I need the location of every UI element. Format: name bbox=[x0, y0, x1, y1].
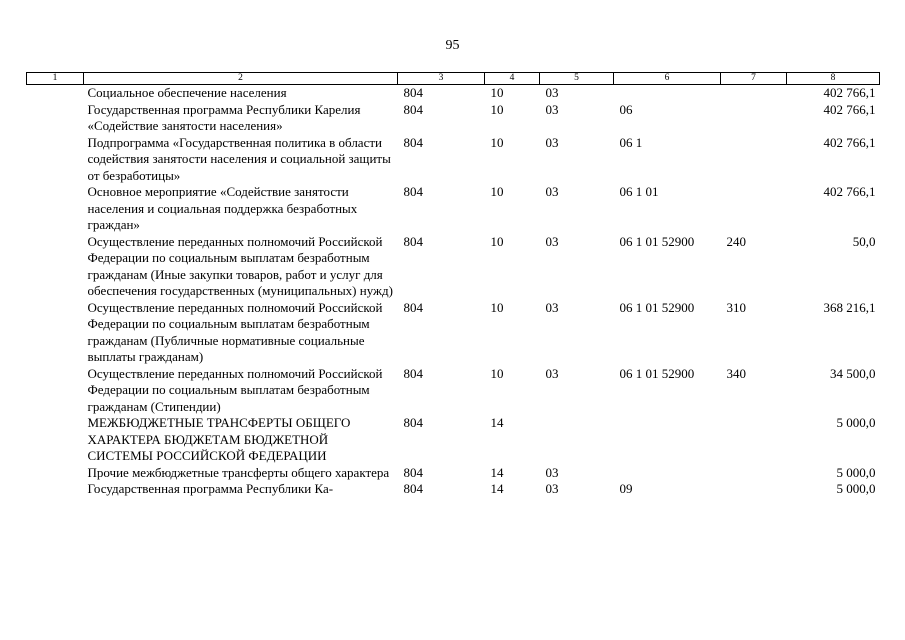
subsection-code-cell: 03 bbox=[545, 464, 559, 480]
department-code-cell: 804 bbox=[403, 481, 423, 496]
target-article-cell: 09 bbox=[619, 481, 633, 496]
amount-cell: 50,0 bbox=[852, 233, 876, 249]
row-number-cell bbox=[27, 415, 84, 465]
department-code-cell: 804 bbox=[403, 134, 423, 150]
subsection-code-cell: 03 bbox=[545, 233, 559, 249]
subsection-code-cell: 03 bbox=[545, 101, 559, 117]
expense-type-cell bbox=[721, 102, 787, 135]
expense-type-cell bbox=[721, 465, 787, 482]
row-number-cell bbox=[27, 135, 84, 185]
item-name-cell: Государственная программа Республики Карелия «Содействие занятости населения» bbox=[87, 101, 361, 133]
expense-type-cell bbox=[721, 85, 787, 102]
item-name-cell: Осуществление переданных полномочий Российской Федерации по социальным выплатам безработным гражданам (Публичные нормативные социальные выплаты гражданам) bbox=[87, 299, 383, 364]
subsection-code-cell bbox=[540, 415, 614, 465]
amount-cell: 5 000,0 bbox=[836, 481, 876, 496]
subsection-code-cell: 03 bbox=[545, 134, 559, 150]
section-code-cell: 10 bbox=[490, 365, 504, 381]
table-row bbox=[27, 415, 880, 465]
row-number-cell bbox=[27, 300, 84, 366]
table-row bbox=[27, 85, 880, 102]
section-code-cell: 10 bbox=[490, 134, 504, 150]
amount-cell: 368 216,1 bbox=[823, 299, 876, 315]
target-article-cell: 06 1 01 52900 bbox=[619, 299, 695, 315]
page-number: 95 bbox=[445, 38, 460, 53]
item-name-cell: Государственная программа Республики Ка- bbox=[87, 481, 334, 496]
header-col-4: 4 bbox=[485, 73, 540, 85]
section-code-cell: 10 bbox=[490, 85, 504, 100]
row-number-cell bbox=[27, 85, 84, 102]
budget-table bbox=[26, 72, 880, 498]
row-number-cell bbox=[27, 234, 84, 300]
item-name-cell: Подпрограмма «Государственная политика в области содействия занятости населения и социальной защиты от безработицы» bbox=[87, 134, 391, 183]
target-article-cell: 06 1 01 52900 bbox=[619, 233, 695, 249]
amount-cell: 402 766,1 bbox=[823, 85, 876, 100]
expense-type-cell bbox=[721, 184, 787, 234]
department-code-cell: 804 bbox=[403, 101, 423, 117]
section-code-cell: 10 bbox=[490, 101, 504, 117]
row-number-cell bbox=[27, 102, 84, 135]
target-article-cell bbox=[614, 415, 721, 465]
section-code-cell: 10 bbox=[490, 184, 504, 199]
row-number-cell bbox=[27, 465, 84, 482]
amount-cell: 402 766,1 bbox=[823, 101, 876, 117]
table-row bbox=[27, 102, 880, 135]
expense-type-cell bbox=[721, 415, 787, 465]
amount-cell: 402 766,1 bbox=[823, 184, 876, 199]
item-name-cell: Социальное обеспечение населения bbox=[87, 85, 287, 100]
expense-type-cell bbox=[721, 135, 787, 185]
header-col-2: 2 bbox=[84, 73, 398, 85]
header-col-6: 6 bbox=[614, 73, 721, 85]
section-code-cell: 10 bbox=[490, 233, 504, 249]
department-code-cell: 804 bbox=[403, 299, 423, 315]
subsection-code-cell: 03 bbox=[545, 85, 559, 100]
header-col-8: 8 bbox=[787, 73, 880, 85]
amount-cell: 5 000,0 bbox=[836, 464, 876, 480]
item-name-cell: МЕЖБЮДЖЕТНЫЕ ТРАНСФЕРТЫ ОБЩЕГО ХАРАКТЕРА БЮДЖЕТАМ БЮДЖЕТНОЙ СИСТЕМЫ РОССИЙСКОЙ ФЕДЕРАЦИИ bbox=[87, 415, 351, 463]
section-code-cell: 14 bbox=[490, 415, 504, 430]
section-code-cell: 14 bbox=[490, 464, 504, 480]
table-row bbox=[27, 481, 880, 498]
amount-cell: 5 000,0 bbox=[836, 415, 876, 430]
department-code-cell: 804 bbox=[403, 464, 423, 480]
expense-type-cell: 340 bbox=[726, 365, 746, 381]
item-name-cell: Осуществление переданных полномочий Российской Федерации по социальным выплатам безработным гражданам (Иные закупки товаров, работ и услуг для обеспечения государственных (муниципальных) нужд) bbox=[87, 233, 393, 298]
header-col-5: 5 bbox=[540, 73, 614, 85]
table-row bbox=[27, 184, 880, 234]
target-article-cell bbox=[614, 465, 721, 482]
row-number-cell bbox=[27, 481, 84, 498]
target-article-cell: 06 1 01 52900 bbox=[619, 365, 695, 381]
expense-type-cell bbox=[721, 481, 787, 498]
target-article-cell bbox=[614, 85, 721, 102]
amount-cell: 34 500,0 bbox=[830, 365, 876, 381]
department-code-cell: 804 bbox=[403, 85, 423, 100]
subsection-code-cell: 03 bbox=[545, 184, 559, 199]
section-code-cell: 10 bbox=[490, 299, 504, 315]
item-name-cell: Основное мероприятие «Содействие занятости населения и социальная поддержка безработных граждан» bbox=[87, 184, 358, 232]
department-code-cell: 804 bbox=[403, 365, 423, 381]
department-code-cell: 804 bbox=[403, 415, 423, 430]
table-row bbox=[27, 300, 880, 366]
subsection-code-cell: 03 bbox=[545, 299, 559, 315]
expense-type-cell: 240 bbox=[726, 233, 746, 249]
target-article-cell: 06 bbox=[619, 101, 633, 117]
subsection-code-cell: 03 bbox=[545, 481, 559, 496]
target-article-cell: 06 1 01 bbox=[619, 184, 659, 199]
section-code-cell: 14 bbox=[490, 481, 504, 496]
item-name-cell: Осуществление переданных полномочий Российской Федерации по социальным выплатам безработным гражданам (Стипендии) bbox=[87, 365, 383, 414]
table-row bbox=[27, 465, 880, 482]
header-col-1: 1 bbox=[27, 73, 84, 85]
table-row bbox=[27, 366, 880, 416]
header-col-3: 3 bbox=[398, 73, 485, 85]
department-code-cell: 804 bbox=[403, 233, 423, 249]
row-number-cell bbox=[27, 184, 84, 234]
item-name-cell: Прочие межбюджетные трансферты общего характера bbox=[87, 464, 390, 480]
header-col-7: 7 bbox=[721, 73, 787, 85]
department-code-cell: 804 bbox=[403, 184, 423, 199]
amount-cell: 402 766,1 bbox=[823, 134, 876, 150]
target-article-cell: 06 1 bbox=[619, 134, 643, 150]
table-header-row bbox=[27, 73, 880, 85]
row-number-cell bbox=[27, 366, 84, 416]
expense-type-cell: 310 bbox=[726, 299, 746, 315]
subsection-code-cell: 03 bbox=[545, 365, 559, 381]
table-row bbox=[27, 135, 880, 185]
table-row bbox=[27, 234, 880, 300]
